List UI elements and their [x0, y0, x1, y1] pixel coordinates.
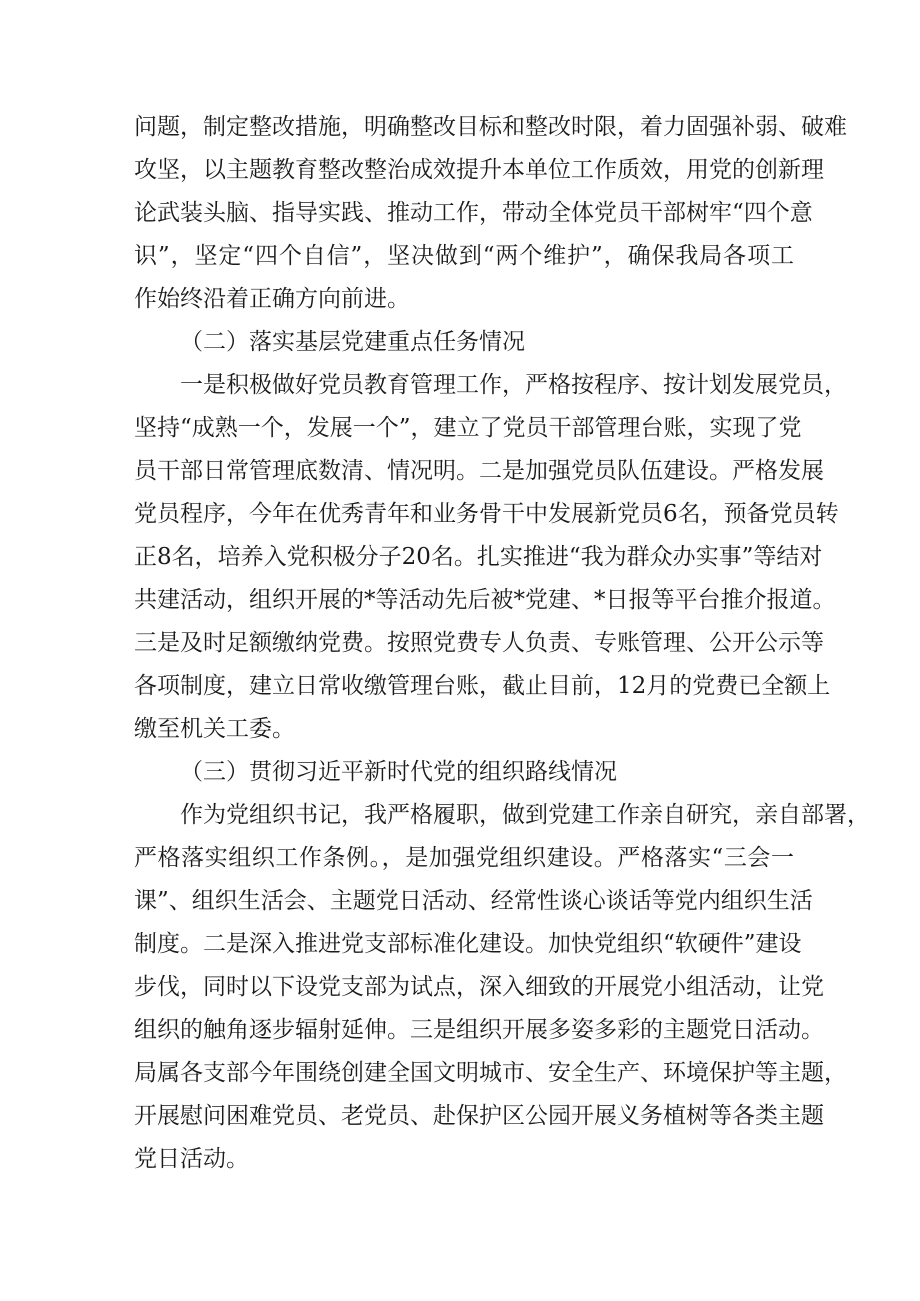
paragraph-2-line-4: 党员程序，今年在优秀青年和业务骨干中发展新党员6名，预备党员转	[134, 501, 839, 527]
paragraph-2-line-2: 坚持“成熟一个，发展一个”，建立了党员干部管理台账，实现了党	[134, 415, 802, 441]
paragraph-3-line-8: 开展慰问困难党员、老党员、赴保护区公园开展义务植树等各类主题	[134, 1103, 824, 1129]
paragraph-3-line-7: 局属各支部今年围绕创建全国文明城市、安全生产、环境保护等主题，	[134, 1060, 847, 1086]
paragraph-3-line-3: 课”、组织生活会、主题党日活动、经常性谈心谈话等党内组织生活	[134, 888, 813, 914]
paragraph-2-line-7: 三是及时足额缴纳党费。按照党费专人负责、专账管理、公开公示等	[134, 630, 824, 656]
paragraph-2-line-9: 缴至机关工委。	[134, 716, 295, 742]
paragraph-2-line-6: 共建活动，组织开展的*等活动先后被*党建、*日报等平台推介报道。	[134, 587, 836, 613]
section-heading-2: （二）落实基层党建重点任务情况	[180, 329, 525, 355]
paragraph-3-line-4: 制度。二是深入推进党支部标准化建设。加快党组织“软硬件”建设	[134, 931, 802, 957]
paragraph-3-line-9: 党日活动。	[134, 1146, 249, 1172]
paragraph-3-line-1: 作为党组织书记，我严格履职，做到党建工作亲自研究，亲自部署，	[180, 802, 870, 828]
paragraph-2-line-3: 员干部日常管理底数清、情况明。二是加强党员队伍建设。严格发展	[134, 458, 824, 484]
paragraph-3-line-2: 严格落实组织工作条例。，是加强党组织建设。严格落实“三会一	[134, 845, 794, 871]
paragraph-1-line-5: 作始终沿着正确方向前进。	[134, 286, 410, 312]
paragraph-1-line-1: 问题，制定整改措施，明确整改目标和整改时限，着力固强补弱、破难	[134, 114, 847, 140]
paragraph-1-line-4: 识”，坚定“四个自信”，坚决做到“两个维护”，确保我局各项工	[134, 243, 794, 269]
paragraph-2-line-8: 各项制度，建立日常收缴管理台账，截止目前，12月的党费已全额上	[134, 673, 831, 699]
paragraph-2-line-1: 一是积极做好党员教育管理工作，严格按程序、按计划发展党员，	[180, 372, 847, 398]
paragraph-2-line-5: 正8名，培养入党积极分子20名。扎实推进“我为群众办实事”等结对	[134, 544, 823, 570]
paragraph-3-line-5: 步伐，同时以下设党支部为试点，深入细致的开展党小组活动，让党	[134, 974, 824, 1000]
paragraph-1-line-2: 攻坚，以主题教育整改整治成效提升本单位工作质效，用党的创新理	[134, 157, 824, 183]
section-heading-3: （三）贯彻习近平新时代党的组织路线情况	[180, 759, 617, 785]
paragraph-1-line-3: 论武装头脑、指导实践、推动工作，带动全体党员干部树牢“四个意	[134, 200, 813, 226]
paragraph-3-line-6: 组织的触角逐步辐射延伸。三是组织开展多姿多彩的主题党日活动。	[134, 1017, 824, 1043]
